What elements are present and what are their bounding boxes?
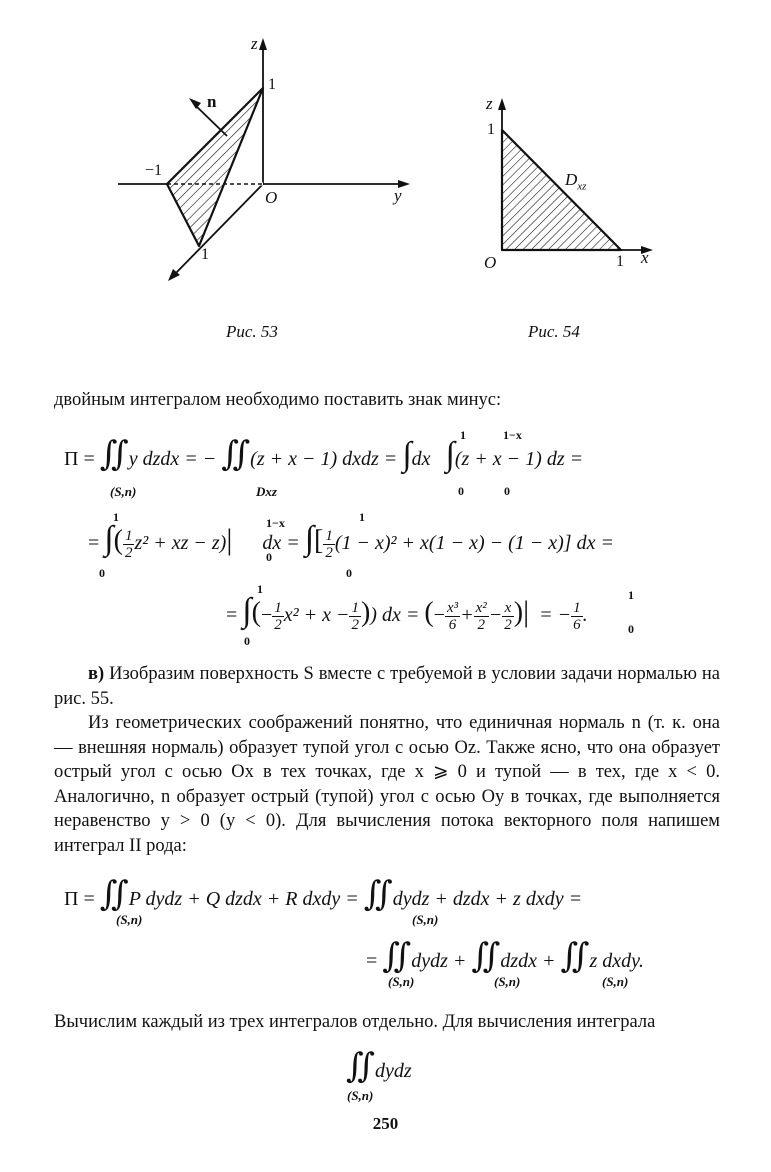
frac-x-2: $\frac{x}{2}$ (504, 599, 512, 633)
equation-1: Π = ∬y dzdx = − ∬(z + x − 1) dxdz = ∫dx ∫(z + x − 1) dz = (64, 436, 584, 473)
fig54-label-z1: 1 (487, 121, 495, 138)
figure-53 (110, 30, 420, 290)
fig53-label-top: 1 (268, 76, 276, 93)
paragraph-normal-analysis: Из геометрических соображений понятно, что единичная нормаль n (т. к. она — внешняя нормаль) образует тупой угол с осью Oz. Также ясно, что она образует острый угол с осью Ox в тех точках, где x ⩾ 0 и тупой — в тех, где x < 0. Аналогично, n образует острый (тупой) угол с осью Oy в точках, где выполняется неравенство y > 0 (y < 0). Для вычисления потока векторного поля напишем интеграл II рода: (54, 713, 720, 856)
eq5-sub-1: (S,n) (388, 974, 415, 989)
fig53-label-y: y (394, 186, 402, 205)
paragraph-intro: двойным интегралом необходимо поставить знак минус: (54, 390, 502, 410)
equation-2: = ∫( $\frac{1}{2}$ z² + xz − z)| dx = ∫[ $\frac{1}{2}$ (1 − x)² + x(1 − x) − (1 − x)] dx = (88, 520, 614, 561)
fig53-label-bottom: 1 (201, 246, 209, 263)
fig53-label-n: n (207, 92, 217, 111)
fig54-label-D: $D_{xz}$ (565, 170, 587, 193)
equation-5: = ∬dydz + ∬dzdx + ∬z dxdy. (366, 938, 644, 975)
frac-1-6: $\frac{1}{6}$ (573, 599, 581, 633)
eq4-sub-2: (S,n) (412, 912, 439, 927)
fig54-caption: Рис. 54 (528, 322, 580, 341)
equation-6: ∬dydz (346, 1048, 412, 1085)
fig53-caption: Рис. 53 (226, 322, 278, 341)
frac-x2-2: $\frac{\text{x²}}{2}$ (475, 599, 487, 633)
eq4-sub-1: (S,n) (116, 912, 143, 927)
page-number: 250 (372, 1114, 399, 1133)
paragraph-part-c: в) Изобразим поверхность S вместе с требуемой в условии задачи нормалью на рис. 55. (54, 664, 720, 709)
eq1-lo2: 0 (504, 484, 510, 498)
eq3-lo: 0 (244, 634, 250, 648)
frac-x3-6: $\frac{\text{x³}}{6}$ (446, 599, 459, 633)
eq1-up2: 1−x (503, 428, 522, 442)
frac-half: $\frac{1}{2}$ (124, 527, 133, 561)
equation-4: Π = ∬P dydz + Q dzdx + R dxdy = ∬dydz + dzdx + z dxdy = (64, 876, 583, 913)
eq2-bar-up: 1−x (266, 516, 285, 530)
fig54-label-x: x (641, 248, 649, 267)
paragraph-compute: Вычислим каждый из трех интегралов отдельно. Для вычисления интеграла (54, 1012, 656, 1032)
eq2-up1: 1 (113, 510, 119, 524)
eq3-bar-lo: 0 (628, 622, 634, 636)
eq5-sub-2: (S,n) (494, 974, 521, 989)
eq5-sub-3: (S,n) (602, 974, 629, 989)
eq2-lo1: 0 (99, 566, 105, 580)
equation-3: = ∫(− $\frac{1}{2}$ x² + x − $\frac{1}{2}$ )) dx = (− $\frac{\text{x³}}{6}$ + $\frac{\text{x²}}{2}$ − $\frac{x}{2}$ )| = − $\frac{1}{6}$ . (226, 592, 588, 633)
eq1-lo1: 0 (458, 484, 464, 498)
eq1-sub-Sn: (S,n) (110, 484, 137, 499)
region-Dxz (502, 130, 621, 250)
eq2-bar-lo: 0 (266, 550, 272, 564)
fig54-label-x1: 1 (616, 253, 624, 270)
eq2-up2: 1 (359, 510, 365, 524)
eq1-sub-Dxz: Dxz (256, 484, 277, 499)
eq6-sub: (S,n) (347, 1088, 374, 1103)
fig53-label-O: O (265, 188, 278, 207)
fig54-label-O: O (484, 253, 497, 272)
fig53-label-z: z (251, 34, 258, 53)
eq3-bar-up: 1 (628, 588, 634, 602)
eq3-up: 1 (257, 582, 263, 596)
fig54-label-z: z (486, 94, 493, 113)
eq2-lo2: 0 (346, 566, 352, 580)
eq1-up1: 1 (460, 428, 466, 442)
fig53-label-left: −1 (145, 162, 163, 179)
